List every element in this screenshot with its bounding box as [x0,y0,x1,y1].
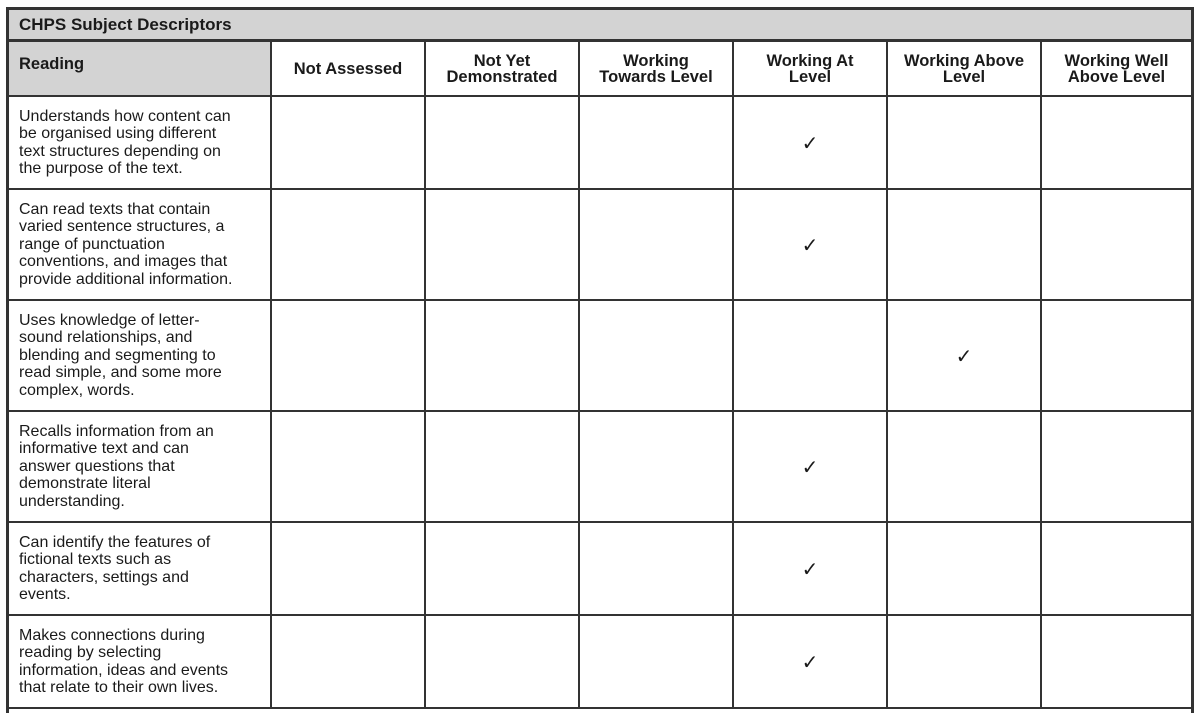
column-header-working-above-level: Working Above Level [887,42,1041,96]
rating-cell-not-yet-demonstrated [425,522,579,615]
rating-cell-working-at-level [733,300,887,411]
table-row [9,522,1191,615]
column-header-reading: Reading [9,42,271,96]
column-header-not-yet-demonstrated: Not Yet Demonstrated [425,42,579,96]
table-row [9,189,1191,300]
check-mark-icon: ✓ [801,649,819,674]
descriptor-cell: Can read texts that contain varied sentence structures, a range of punctuation conventions, and images that provide additional information. [9,189,271,300]
rating-cell-working-towards-level [579,96,733,189]
column-header-working-towards-level: Working Towards Level [579,42,733,96]
rating-cell-working-well-above-level [1041,615,1191,708]
rating-cell-working-towards-level [579,411,733,522]
check-mark-icon: ✓ [801,232,819,257]
check-mark-icon: ✓ [801,556,819,581]
rating-cell-not-yet-demonstrated [425,189,579,300]
rating-cell-not-assessed [271,615,425,708]
column-header-working-well-above-level: Working Well Above Level [1041,42,1191,96]
rating-cell-working-well-above-level [1041,300,1191,411]
rating-cell-not-assessed [271,189,425,300]
rating-cell-working-above-level [887,615,1041,708]
descriptor-sheet [6,7,1194,713]
rating-cell-working-at-level [733,411,887,522]
rating-cell-working-towards-level [579,189,733,300]
check-mark-icon: ✓ [801,130,819,155]
rating-cell-working-well-above-level [1041,96,1191,189]
rating-cell-working-well-above-level [1041,411,1191,522]
rating-cell-working-towards-level [579,615,733,708]
descriptor-cell: Makes connections during reading by selecting information, ideas and events that relate to their own lives. [9,615,271,708]
rating-cell-working-at-level [733,96,887,189]
rating-cell-not-yet-demonstrated [425,300,579,411]
rating-cell-not-yet-demonstrated [425,615,579,708]
rating-cell-working-above-level [887,522,1041,615]
rating-cell-working-at-level [733,522,887,615]
rating-cell-not-assessed [271,522,425,615]
rating-cell-not-assessed [271,300,425,411]
rating-cell-working-well-above-level [1041,189,1191,300]
rating-cell-working-above-level [887,300,1041,411]
sheet-title: CHPS Subject Descriptors [9,10,1191,42]
table-header-row [9,42,1191,96]
column-header-not-assessed: Not Assessed [271,42,425,96]
table-row [9,300,1191,411]
table-row [9,411,1191,522]
rating-cell-not-yet-demonstrated [425,96,579,189]
check-mark-icon: ✓ [801,454,819,479]
rating-cell-working-above-level [887,411,1041,522]
rating-cell-working-above-level [887,189,1041,300]
check-mark-icon: ✓ [955,343,973,368]
column-header-working-at-level: Working At Level [733,42,887,96]
table-row [9,96,1191,189]
descriptor-cell: Understands how content can be organised using different text structures depending on the purpose of the text. [9,96,271,189]
rating-cell-working-above-level [887,96,1041,189]
rating-cell-working-towards-level [579,300,733,411]
rating-cell-working-well-above-level [1041,522,1191,615]
descriptor-cell: Recalls information from an informative text and can answer questions that demonstrate literal understanding. [9,411,271,522]
table-row [9,615,1191,708]
rating-cell-working-at-level [733,615,887,708]
rating-cell-not-assessed [271,411,425,522]
rating-cell-not-assessed [271,96,425,189]
descriptor-cell: Uses knowledge of letter- sound relationships, and blending and segmenting to read simple, and some more complex, words. [9,300,271,411]
rating-cell-working-at-level [733,189,887,300]
rating-cell-working-towards-level [579,522,733,615]
descriptor-table [9,42,1191,709]
descriptor-cell: Can identify the features of fictional texts such as characters, settings and events. [9,522,271,615]
rating-cell-not-yet-demonstrated [425,411,579,522]
